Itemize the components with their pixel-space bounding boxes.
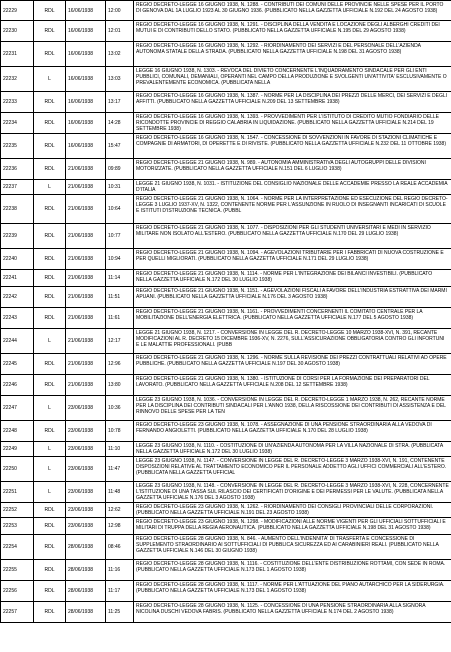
table-row <box>1 21 451 42</box>
table-row <box>1 421 451 442</box>
record-number: 22256 <box>1 581 34 602</box>
act-type: RDL <box>34 287 66 308</box>
table-row <box>1 195 451 224</box>
record-number: 22252 <box>1 503 34 518</box>
table-row <box>1 457 451 482</box>
act-description: REGIO DECRETO-LEGGE 16 GIUGNO 1938, N. 1291. - DISCIPLINA DELLA VENDITA E LOCAZIONE DEGLI ALBERGHI CREDITI DEI MUTUI E DI CONTRIBUTI DELLO STATO. (PUBBLICATO NELLA GAZZETTA UFFICIALE N.195 DEL 29 AGOSTO 1938) <box>134 21 451 42</box>
table-row <box>1 224 451 249</box>
act-code: 11:16 <box>106 560 134 581</box>
table-row <box>1 159 451 180</box>
act-description: REGIO DECRETO-LEGGE 16 GIUGNO 1938, N. 1547. - CONCESSIONE DI SOVVENZIONI IN FAVORE DI STAZIONI CLIMATICHE E COMPAGNIE DI ARMATORI, DI OPERETTE E DI RIVISTE. (PUBBLICATO NELLA GAZZETTA UFFICIALE N.232 DEL 11 OTTOBRE 1938) <box>134 134 451 159</box>
table-row <box>1 270 451 287</box>
act-code: 14:28 <box>106 113 134 134</box>
record-number: 22242 <box>1 287 34 308</box>
table-row <box>1 518 451 535</box>
table-row <box>1 1 451 21</box>
act-description: REGIO DECRETO-LEGGE 21 GIUGNO 1938, N. 1064. - NORME PER LA INTERPRETAZIONE ED ESECUZIONE DEL REGIO DECRETO-LEGGE 3 LUGLIO 1937-XV, N. 1322, CONTENENTE NORME PER L'ASSUNZIONE IN RUOLO DI INSEGNANTI INCARICATI DI SCUOLE E ISTITUTI D'ISTRUZIONE TECNICA. (PUBBL <box>134 195 451 224</box>
act-date: 23/06/1938 <box>66 482 106 503</box>
act-description: REGIO DECRETO-LEGGE 16 GIUGNO 1938, N. 1387. - NORME PER LA DISCIPLINA DEI PREZZI DELLE MERCI, DEI SERVIZI E DEGLI AFFITTI. (PUBBLICATO NELLA GAZZETTA UFFICIALE N.209 DEL 13 SETTEMBRE 1938) <box>134 92 451 113</box>
table-row <box>1 67 451 92</box>
act-description: REGIO DECRETO-LEGGE 23 GIUGNO 1938, N. 1298. - MODIFICAZIONI ALLE NORME VIGENTI PER GLI UFFICIALI SOTTUFFICIALI E MILITARI DI TRUPPA DELLA REGIA AERONAUTICA. (PUBBLICATO NELLA GAZZETTA UFFICIALE N.198 DEL 31 AGOSTO 1938) <box>134 518 451 535</box>
act-code: 13:80 <box>106 375 134 396</box>
act-code: 12:00 <box>106 1 134 21</box>
act-description: LEGGE 23 GIUGNO 1938, N. 1110. - COSTITUZIONE DI UN'AZIENDA AUTONOMA PER LA VILLA NAZIONALE DI STRA. (PUBBLICATA NELLA GAZZETTA UFFICIALE N.172 DEL 30 LUGLIO 1938) <box>134 442 451 457</box>
act-type: RDL <box>34 224 66 249</box>
record-number: 22257 <box>1 602 34 623</box>
act-type: RDL <box>34 1 66 21</box>
act-code: 15:47 <box>106 134 134 159</box>
act-description: REGIO DECRETO-LEGGE 16 GIUGNO 1938, N. 1288. - CONTRIBUTI DEI COMUNI DELLE PROVINCIE NELLE SPESE PER IL PORTO DI GENOVA DAL 1A LUGLIO 1923 AL 30 GIUGNO 1936. (PUBBLICATO NELLA GAZZETTA UFFICIALE N.192 DEL 24 AGOSTO 1938) <box>134 1 451 21</box>
act-date: 23/06/1938 <box>66 518 106 535</box>
act-code: 10:77 <box>106 224 134 249</box>
act-date: 21/06/1938 <box>66 180 106 195</box>
record-number: 22234 <box>1 113 34 134</box>
act-description: REGIO DECRETO-LEGGE 28 GIUGNO 1938, N. 1116. - COSTITUZIONE DELL'ENTE DISTRIBUZIONE ROTTAMI, CON SEDE IN ROMA. (PUBBLICATO NELLA GAZZETTA UFFICIALE N.173 DEL 1 AGOSTO 1938) <box>134 560 451 581</box>
act-code: 10:78 <box>106 421 134 442</box>
record-number: 22254 <box>1 535 34 560</box>
table-body <box>1 1 451 623</box>
act-date: 16/06/1938 <box>66 42 106 67</box>
record-number: 22249 <box>1 442 34 457</box>
act-date: 28/06/1938 <box>66 581 106 602</box>
record-number: 22246 <box>1 375 34 396</box>
act-description: REGIO DECRETO-LEGGE 21 GIUGNO 1938, N. 1094. - AGEVOLAZIONI TRIBUTARIE PER I FABBRICATI DI NUOVA COSTRUZIONE E PER QUELLI MIGLIORATI. (PUBBLICATO NELLA GAZZETTA UFFICIALE N.171 DEL 29 LUGLIO 1938) <box>134 249 451 270</box>
act-type: L <box>34 457 66 482</box>
record-number: 22239 <box>1 224 34 249</box>
table-row <box>1 249 451 270</box>
table-row <box>1 535 451 560</box>
act-description: REGIO DECRETO-LEGGE 21 GIUGNO 1938, N. 1161. - PROVVEDIMENTI CONCERNENTI IL COMITATO CENTRALE PER LA MOBILITAZIONE DELL'ENERGIA ELETTRICA. (PUBBLICATO NELLA GAZZETTA UFFICIALE N.177 DEL 5 AGOSTO 1938) <box>134 308 451 329</box>
act-code: 11:47 <box>106 457 134 482</box>
table-row <box>1 92 451 113</box>
act-type: L <box>34 482 66 503</box>
table-row <box>1 180 451 195</box>
act-description: REGIO DECRETO-LEGGE 21 GIUGNO 1938, N. 1380. - ISTITUZIONE DI CORSI PER LA FORMAZIONE DEI PREPARATORI DEL LAVORATO. (PUBBLICATO NELLA GAZZETTA UFFICIALE N.208 DEL 12 SETTEMBRE 1938) <box>134 375 451 396</box>
act-description: REGIO DECRETO-LEGGE 21 GIUGNO 1938, N. 1114. - NORME PER L'INTEGRAZIONE DEI BILANCI INVESTIBILI. (PUBBLICATO NELLA GAZZETTA UFFICIALE N.172 DEL 30 LUGLIO 1938) <box>134 270 451 287</box>
record-number: 22238 <box>1 195 34 224</box>
act-date: 21/06/1938 <box>66 287 106 308</box>
act-code: 13:17 <box>106 92 134 113</box>
act-description: LEGGE 21 GIUGNO 1938, N. 1217. - CONVERSIONE IN LEGGE DEL R. DECRETO-LEGGE 10 MARZO 1938-XVI, N. 391, RECANTE MODIFICAZIONI AL R. DECRETO 15 DICEMBRE 1936-XV, N. 2276, SULL'ASSICURAZIONE OBBLIGATORIA CONTRO GLI INFORTUNI E LE MALATTIE PROFESSIONALI. (PUBB <box>134 329 451 354</box>
act-code: 12:17 <box>106 329 134 354</box>
act-description: REGIO DECRETO-LEGGE 23 GIUGNO 1938, N. 1078. - ASSEGNAZIONE DI UNA PENSIONE STRAORDINARIA ALLA VEDOVA DI FERNANDO ANGIOLETTI. (PUBBLICATO NELLA GAZZETTA UFFICIALE N.170 DEL 28 LUGLIO 1938) <box>134 421 451 442</box>
act-type: RDL <box>34 159 66 180</box>
act-date: 23/06/1938 <box>66 421 106 442</box>
act-date: 23/06/1938 <box>66 442 106 457</box>
act-code: 12:62 <box>106 503 134 518</box>
act-code: 12:01 <box>106 21 134 42</box>
record-number: 22245 <box>1 354 34 375</box>
act-type: RDL <box>34 249 66 270</box>
act-date: 21/06/1938 <box>66 249 106 270</box>
act-code: 12:98 <box>106 518 134 535</box>
record-number: 22250 <box>1 457 34 482</box>
table-row <box>1 134 451 159</box>
act-date: 28/06/1938 <box>66 602 106 623</box>
table-row <box>1 396 451 421</box>
act-date: 21/06/1938 <box>66 375 106 396</box>
act-code: 10:31 <box>106 180 134 195</box>
act-date: 16/06/1938 <box>66 1 106 21</box>
act-type: RDL <box>34 21 66 42</box>
table-row <box>1 581 451 602</box>
act-type: RDL <box>34 92 66 113</box>
record-number: 22237 <box>1 180 34 195</box>
act-date: 21/06/1938 <box>66 224 106 249</box>
act-type: L <box>34 329 66 354</box>
act-type: RDL <box>34 503 66 518</box>
table-row <box>1 442 451 457</box>
act-description: REGIO DECRETO-LEGGE 21 GIUGNO 1938, N. 989. - AUTONOMIA AMMINISTRATIVA DEGLI AUTOGRUPPI DELLE DIVISIONI MOTORIZZATE. (PUBBLICATO NELLA GAZZETTA UFFICIALE N.151 DEL 6 LUGLIO 1938) <box>134 159 451 180</box>
act-type: RDL <box>34 354 66 375</box>
act-code: 11:51 <box>106 287 134 308</box>
act-code: 12:96 <box>106 354 134 375</box>
act-description: REGIO DECRETO-LEGGE 23 GIUGNO 1938, N. 1262. - RIORDINAMENTO DEI CONSIGLI PROVINCIALI DELLE CORPORAZIONI. (PUBBLICATO NELLA GAZZETTA UFFICIALE N.191 DEL 23 AGOSTO 1938) <box>134 503 451 518</box>
record-number: 22255 <box>1 560 34 581</box>
record-number: 22243 <box>1 308 34 329</box>
act-date: 28/06/1938 <box>66 535 106 560</box>
record-number: 22253 <box>1 518 34 535</box>
act-description: LEGGE 21 GIUGNO 1938, N. 1031. - ISTITUZIONE DEL CONSIGLIO NAZIONALE DELLE ACCADEMIE PRESSO LA REALE ACCADEMIA D'ITALIA <box>134 180 451 195</box>
act-code: 11:17 <box>106 581 134 602</box>
act-description: LEGGE 16 GIUGNO 1938, N. 1303. - REVOCA DEL DIVIETO CONCERNENTE L'INQUADRAMENTO SINDACALE PER GLI ENTI PUBBLICI, COMUNALI, DEMANIALI, OPERANTI NEL CAMPO DELLA PRODUZIONE E SVOLGENTI UN'ATTIVITA' ESCLUSIVAMENTE O PREVALENTEMENTE ECONOMICA. (PUBBLICATA NELLA <box>134 67 451 92</box>
table-row <box>1 42 451 67</box>
act-date: 23/06/1938 <box>66 503 106 518</box>
act-code: 11:10 <box>106 442 134 457</box>
table-row <box>1 560 451 581</box>
act-code: 10:94 <box>106 249 134 270</box>
act-date: 23/06/1938 <box>66 457 106 482</box>
table-row <box>1 503 451 518</box>
act-code: 13:03 <box>106 67 134 92</box>
act-type: RDL <box>34 581 66 602</box>
act-description: REGIO DECRETO-LEGGE 21 GIUGNO 1938, N. 1077. - DISPOSIZIONI PER GLI STUDENTI UNIVERSITARI E MEDI IN SERVIZIO MILITARE NON ISOLATO ALL'ESTERO. (PUBBLICATO NELLA GAZZETTA UFFICIALE N.170 DEL 29 LUGLIO 1938) <box>134 224 451 249</box>
act-date: 16/06/1938 <box>66 92 106 113</box>
record-number: 22231 <box>1 42 34 67</box>
act-type: L <box>34 180 66 195</box>
act-date: 21/06/1938 <box>66 354 106 375</box>
act-type: RDL <box>34 270 66 287</box>
table-row <box>1 329 451 354</box>
act-description: REGIO DECRETO-LEGGE 16 GIUGNO 1938, N. 1393. - PROVVEDIMENTI PER L'ISTITUTO DI CREDITO MUTIO FONDIARIO DELLE RICONDOTTE PROVINCIE DI REGGIO CALABRIA IN LIQUIDAZIONE. (PUBBLICATO NELLA GAZZETTA UFFICIALE N.214 DEL 19 SETTEMBRE 1938) <box>134 113 451 134</box>
record-number: 22230 <box>1 21 34 42</box>
act-description: LEGGE 23 GIUGNO 1938, N. 1148. - CONVERSIONE IN LEGGE DEL R. DECRETO-LEGGE 3 MARZO 1938-XVI, N. 228, CONCERNENTE L'ISTITUZIONE DI UNA TASSA SUL RILASCIO DEI CERTIFICATI D'ORIGINE E DEI PERMESSI PER LE VALUTE. (PUBBLICATA NELLA GAZZETTA UFFICIALE N.176 DEL 3 AGOSTO 1938) <box>134 482 451 503</box>
table-row <box>1 287 451 308</box>
act-type: RDL <box>34 113 66 134</box>
act-code: 10:36 <box>106 396 134 421</box>
act-code: 11:14 <box>106 270 134 287</box>
act-date: 16/06/1938 <box>66 21 106 42</box>
act-description: REGIO DECRETO-LEGGE 28 GIUGNO 1938, N. 1125. - CONCESSIONE DI UNA PENSIONE STRAORDINARIA ALLA SIGNORA NICOLINA DUSCHI VEDOVA FABRIS. (PUBBLICATO NELLA GAZZETTA UFFICIALE N.174 DEL 2 AGOSTO 1938) <box>134 602 451 623</box>
act-date: 16/06/1938 <box>66 67 106 92</box>
act-description: REGIO DECRETO-LEGGE 21 GIUGNO 1938, N. 1296. - NORME SULLA REVISIONE DEI PREZZI CONTRATTUALI RELATIVI AD OPERE PUBBLICHE. (PUBBLICATO NELLA GAZZETTA UFFICIALE N.197 DEL 30 AGOSTO 1938) <box>134 354 451 375</box>
record-number: 22247 <box>1 396 34 421</box>
act-type: L <box>34 67 66 92</box>
act-description: REGIO DECRETO-LEGGE 28 GIUGNO 1938, N. 1117. - NORME PER L'ATTUAZIONE DEL PIANO AUTARCHICO PER LA SIDERURGIA. (PUBBLICATO NELLA GAZZETTA UFFICIALE N.173 DEL 1 AGOSTO 1938) <box>134 581 451 602</box>
act-type: RDL <box>34 195 66 224</box>
act-type: RDL <box>34 134 66 159</box>
act-code: 10:64 <box>106 195 134 224</box>
record-number: 22251 <box>1 482 34 503</box>
record-number: 22241 <box>1 270 34 287</box>
act-type: RDL <box>34 375 66 396</box>
act-type: RDL <box>34 535 66 560</box>
act-type: RDL <box>34 560 66 581</box>
act-date: 21/06/1938 <box>66 329 106 354</box>
act-code: 11:25 <box>106 602 134 623</box>
act-type: L <box>34 396 66 421</box>
table-row <box>1 482 451 503</box>
act-date: 21/06/1938 <box>66 159 106 180</box>
act-description: REGIO DECRETO-LEGGE 28 GIUGNO 1938, N. 846. - AUMENTO DELL'INDENNITA' DI TRASFERTA E CONCESSIONE DI SUPPLEMENTO STRAORDINARIO AI SOTTUFFICIALI DI PUBBLICA SICUREZZA ED AI CARABINIERI REALI. (PUBBLICATO NELLA GAZZETTA UFFICIALE N.146 DEL 30 GIUGNO 1938) <box>134 535 451 560</box>
record-number: 22229 <box>1 1 34 21</box>
record-number: 22233 <box>1 92 34 113</box>
record-number: 22244 <box>1 329 34 354</box>
act-description: REGIO DECRETO-LEGGE 21 GIUGNO 1938, N. 1151. - AGEVOLAZIONI FISCALI A FAVORE DELL'INDUSTRIA ESTRATTIVA DEI MARMI APUANI. (PUBBLICATO NELLA GAZZETTA UFFICIALE N.176 DEL 3 AGOSTO 1938) <box>134 287 451 308</box>
record-number: 22235 <box>1 134 34 159</box>
act-type: RDL <box>34 42 66 67</box>
act-code: 13:02 <box>106 42 134 67</box>
act-description: REGIO DECRETO-LEGGE 16 GIUGNO 1938, N. 1292. - RIORDINAMENTO DEI SERVIZI E DEL PERSONALE DELL'AZIENDA AUTONOMA STATALE DELLA STRADA. (PUBBLICATO NELLA GAZZETTA UFFICIALE N.198 DEL 31 AGOSTO 1938) <box>134 42 451 67</box>
act-date: 21/06/1938 <box>66 308 106 329</box>
table-row <box>1 602 451 623</box>
act-type: RDL <box>34 421 66 442</box>
record-number: 22232 <box>1 67 34 92</box>
act-type: RDL <box>34 308 66 329</box>
record-number: 22236 <box>1 159 34 180</box>
act-description: LEGGE 23 GIUGNO 1938, N. 1036. - CONVERSIONE IN LEGGE DEL R. DECRETO-LEGGE 1 MARZO 1938, N. 262, RECANTE NORME PER LA DISCIPLINA DEI CONTRIBUTI SINDACALI PER L'ANNO 1938, DELLA RISCOSSIONE DEI CONTRIBUTI DI ASSISTENZA E DEL RINNOVO DELLE SPESE PER LA TEN <box>134 396 451 421</box>
act-date: 23/06/1938 <box>66 396 106 421</box>
act-date: 16/06/1938 <box>66 113 106 134</box>
table-row <box>1 375 451 396</box>
act-type: RDL <box>34 518 66 535</box>
act-type: RDL <box>34 602 66 623</box>
record-number: 22240 <box>1 249 34 270</box>
act-type: L <box>34 442 66 457</box>
record-number: 22248 <box>1 421 34 442</box>
act-description: LEGGE 23 GIUGNO 1938, N. 1147. - CONVERSIONE IN LEGGE DEL R. DECRETO-LEGGE 3 MARZO 1938-XVI, N. 191, CONTENENTE DISPOSIZIONI RELATIVE AL TRATTAMENTO ECONOMICO PER IL PERSONALE ADDETTO AGLI UFFICI COMMERCIALI ALL'ESTERO. (PUBBLICATA NELLA GAZZETTA UFFICIAL <box>134 457 451 482</box>
table-row <box>1 113 451 134</box>
act-code: 08:46 <box>106 535 134 560</box>
act-date: 16/06/1938 <box>66 134 106 159</box>
act-date: 21/06/1938 <box>66 270 106 287</box>
act-code: 09:89 <box>106 159 134 180</box>
act-date: 21/06/1938 <box>66 195 106 224</box>
act-code: 11:61 <box>106 308 134 329</box>
act-code: 11:48 <box>106 482 134 503</box>
table-row <box>1 354 451 375</box>
table-row <box>1 308 451 329</box>
act-date: 28/06/1938 <box>66 560 106 581</box>
